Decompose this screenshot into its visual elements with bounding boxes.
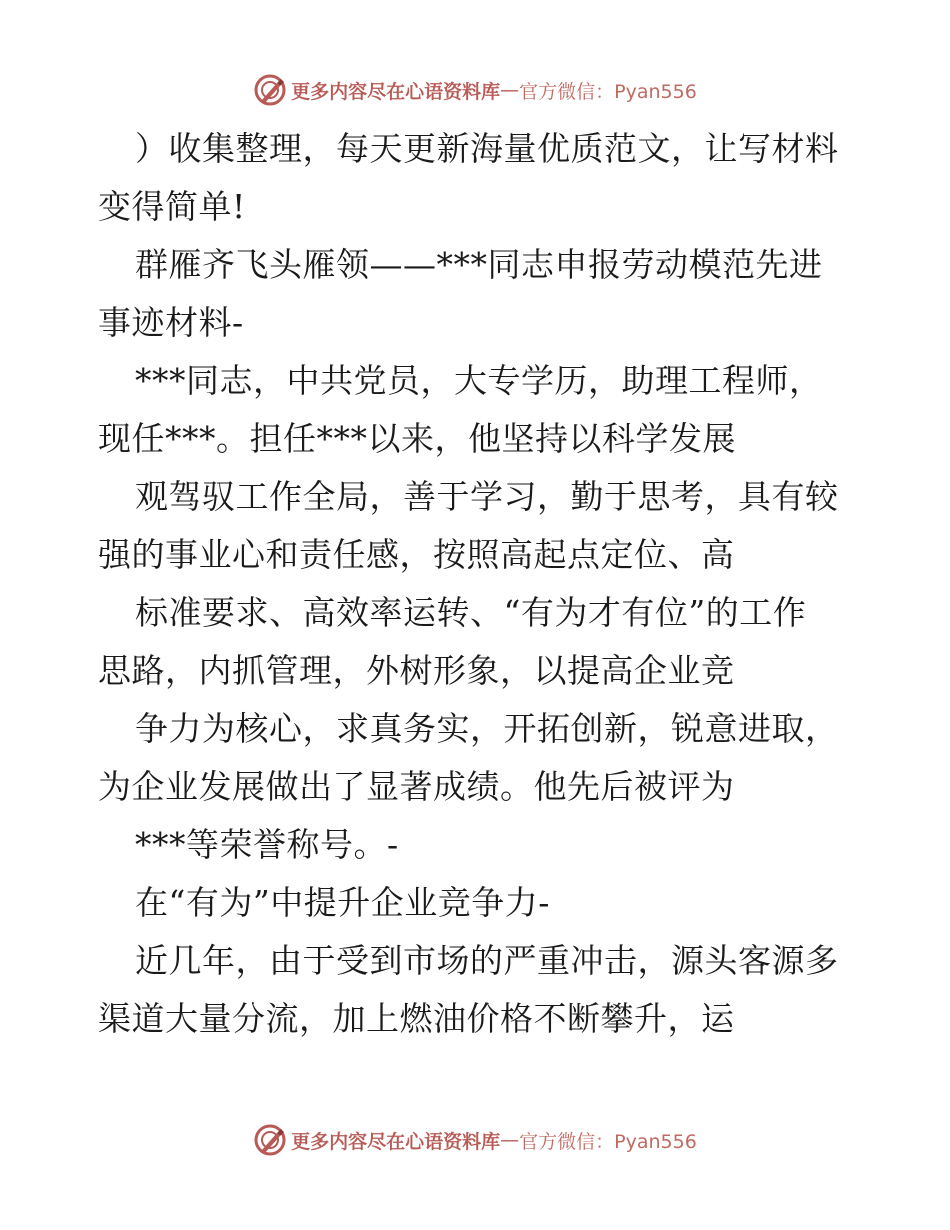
body-line: 事迹材料- — [98, 303, 244, 342]
body-line: 观驾驭工作全局，善于学习，勤于思考，具有较 — [135, 477, 839, 516]
body-line: 群雁齐飞头雁领——***同志申报劳动模范先进 — [135, 245, 823, 284]
watermark-text: 更多内容尽在心语资料库 — [291, 80, 501, 103]
body-line: 变得简单! — [98, 187, 246, 226]
body-line: ***同志，中共党员，大专学历，助理工程师， — [135, 361, 823, 400]
body-line: 标准要求、高效率运转、“有为才有位”的工作 — [135, 593, 807, 632]
body-line: 渠道大量分流，加上燃油价格不断攀升，运 — [98, 999, 735, 1038]
body-line: 在“有为”中提升企业竞争力- — [135, 883, 550, 922]
body-line: 现任***。担任***以来，他坚持以科学发展 — [98, 419, 736, 458]
header-watermark — [0, 70, 950, 110]
pen-logo-icon — [253, 73, 287, 107]
watermark-contact: 官方微信：Pyan556 — [519, 80, 697, 103]
watermark-dash: — — [500, 1129, 520, 1151]
watermark-dash: — — [500, 79, 520, 101]
body-line: 争力为核心，求真务实，开拓创新，锐意进取， — [135, 709, 839, 748]
body-line: 强的事业心和责任感，按照高起点定位、高 — [98, 535, 735, 574]
body-line: ***等荣誉称号。- — [135, 825, 399, 864]
document-body — [98, 120, 858, 1048]
watermark-contact: 官方微信：Pyan556 — [519, 1130, 697, 1153]
body-line: 为企业发展做出了显著成绩。他先后被评为 — [98, 767, 735, 806]
body-line: ）收集整理，每天更新海量优质范文，让写材料 — [135, 129, 839, 168]
pen-logo-icon — [253, 1123, 287, 1157]
watermark-text: 更多内容尽在心语资料库 — [291, 1130, 501, 1153]
body-line: 思路，内抓管理，外树形象，以提高企业竞 — [98, 651, 735, 690]
body-line: 近几年，由于受到市场的严重冲击，源头客源多 — [135, 941, 839, 980]
footer-watermark — [0, 1120, 950, 1160]
